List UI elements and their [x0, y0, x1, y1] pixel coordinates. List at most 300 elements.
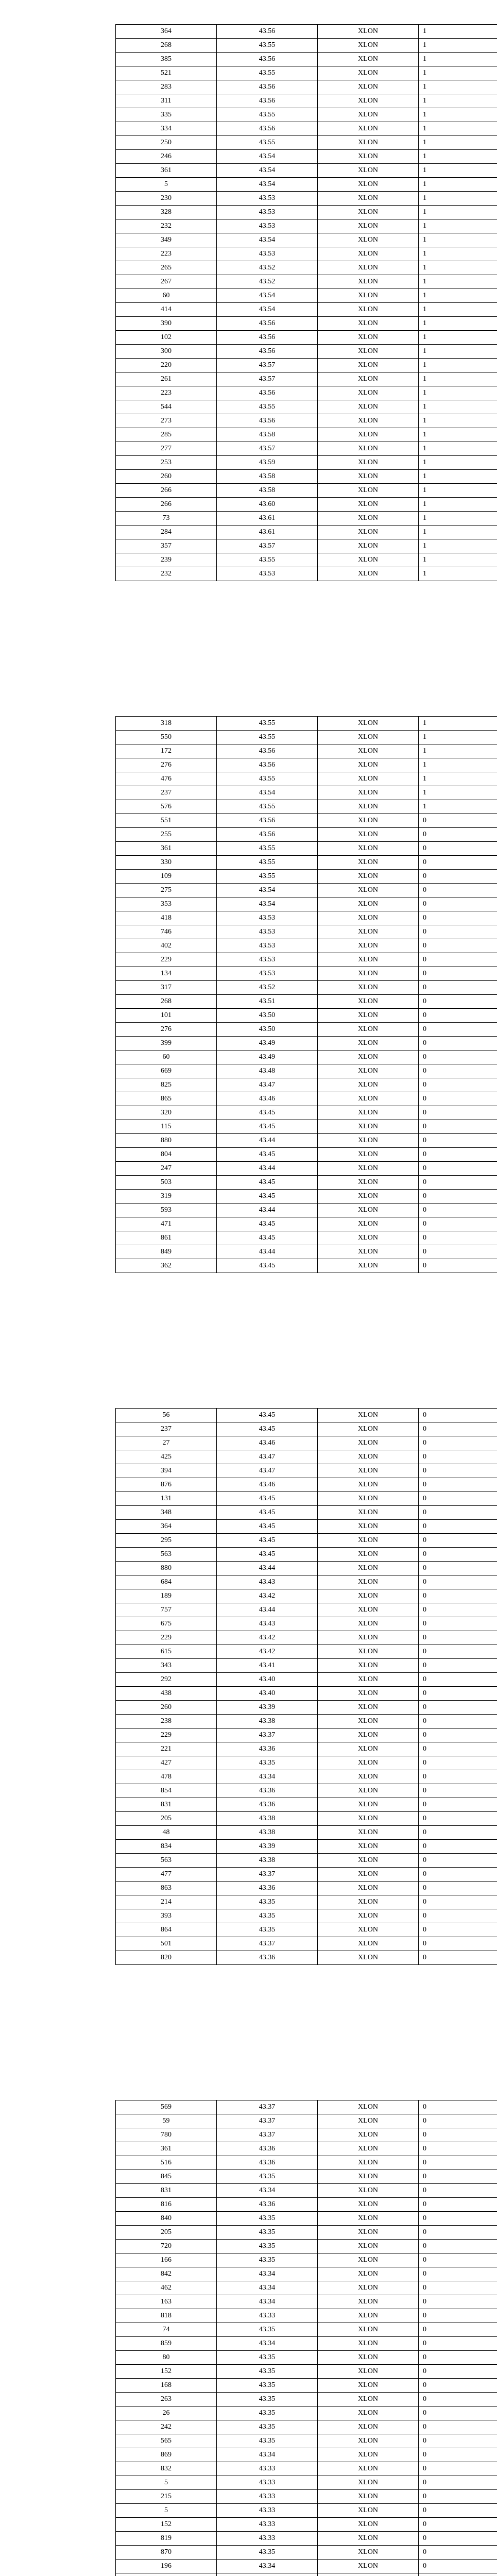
price-cell: 43.53	[217, 953, 318, 967]
table-row	[116, 567, 497, 581]
venue-cell: XLON	[318, 1687, 419, 1701]
partial-cell: 1	[419, 178, 497, 192]
price-cell: 43.36	[217, 2198, 318, 2212]
price-cell: 43.50	[217, 1023, 318, 1037]
price-cell: 43.46	[217, 1478, 318, 1492]
partial-cell: 0	[419, 1009, 497, 1023]
partial-cell: 0	[419, 1756, 497, 1770]
venue-cell: XLON	[318, 2114, 419, 2128]
partial-cell: 1	[419, 372, 497, 386]
venue-cell: XLON	[318, 1548, 419, 1562]
venue-cell: XLON	[318, 2295, 419, 2309]
quantity-cell: 501	[116, 1937, 217, 1951]
trade-table-3	[115, 1408, 497, 1965]
venue-cell: XLON	[318, 2379, 419, 2393]
price-cell: 43.58	[217, 428, 318, 442]
partial-cell: 0	[419, 2365, 497, 2379]
table-row	[116, 1909, 497, 1923]
price-cell: 43.34	[217, 1770, 318, 1784]
table-row	[116, 1603, 497, 1617]
table-row	[116, 1009, 497, 1023]
partial-cell: 1	[419, 164, 497, 178]
price-cell: 43.36	[217, 2156, 318, 2170]
partial-cell: 0	[419, 1245, 497, 1259]
table-row	[116, 1534, 497, 1548]
partial-cell: 0	[419, 1895, 497, 1909]
venue-cell: XLON	[318, 1204, 419, 1217]
price-cell: 43.45	[217, 1534, 318, 1548]
partial-cell: 1	[419, 567, 497, 581]
venue-cell: XLON	[318, 2504, 419, 2518]
partial-cell: 0	[419, 1492, 497, 1506]
venue-cell: XLON	[318, 939, 419, 953]
quantity-cell: 73	[116, 512, 217, 526]
table-row	[116, 981, 497, 995]
table-row	[116, 233, 497, 247]
table-row	[116, 2142, 497, 2156]
partial-cell: 0	[419, 2337, 497, 2351]
quantity-cell: 115	[116, 1120, 217, 1134]
quantity-cell: 675	[116, 1617, 217, 1631]
partial-cell: 1	[419, 456, 497, 470]
venue-cell: XLON	[318, 1575, 419, 1589]
venue-cell: XLON	[318, 1895, 419, 1909]
table-row	[116, 2337, 497, 2351]
quantity-cell: 861	[116, 1231, 217, 1245]
quantity-cell: 239	[116, 553, 217, 567]
partial-cell: 0	[419, 2560, 497, 2573]
venue-cell: XLON	[318, 995, 419, 1009]
quantity-cell: 237	[116, 1422, 217, 1436]
price-cell: 43.34	[217, 2267, 318, 2281]
table-row	[116, 995, 497, 1009]
venue-cell: XLON	[318, 539, 419, 553]
table-row	[116, 2406, 497, 2420]
table-row	[116, 261, 497, 275]
partial-cell: 0	[419, 1120, 497, 1134]
quantity-cell: 229	[116, 953, 217, 967]
partial-cell: 0	[419, 1190, 497, 1204]
price-cell: 43.34	[217, 2337, 318, 2351]
table-row	[116, 372, 497, 386]
venue-cell: XLON	[318, 1050, 419, 1064]
partial-cell: 1	[419, 386, 497, 400]
table-row	[116, 731, 497, 744]
quantity-cell: 275	[116, 884, 217, 897]
price-cell: 43.54	[217, 897, 318, 911]
trade-table	[115, 716, 497, 1273]
venue-cell: XLON	[318, 1217, 419, 1231]
table-row	[116, 800, 497, 814]
price-cell: 43.40	[217, 1673, 318, 1687]
venue-cell: XLON	[318, 828, 419, 842]
quantity-cell: 285	[116, 428, 217, 442]
quantity-cell: 471	[116, 1217, 217, 1231]
partial-cell: 0	[419, 911, 497, 925]
price-cell: 43.47	[217, 1464, 318, 1478]
table-row	[116, 94, 497, 108]
quantity-cell: 831	[116, 1798, 217, 1812]
price-cell: 43.35	[217, 2434, 318, 2448]
price-cell: 43.39	[217, 1840, 318, 1854]
table-row	[116, 1798, 497, 1812]
quantity-cell: 238	[116, 1715, 217, 1728]
quantity-cell: 261	[116, 372, 217, 386]
table-row	[116, 275, 497, 289]
price-cell: 43.56	[217, 814, 318, 828]
price-cell: 43.56	[217, 758, 318, 772]
venue-cell: XLON	[318, 2546, 419, 2560]
venue-cell: XLON	[318, 331, 419, 345]
price-cell: 43.37	[217, 2100, 318, 2114]
price-cell: 43.42	[217, 1645, 318, 1659]
price-cell: 43.56	[217, 317, 318, 331]
price-cell: 43.35	[217, 2351, 318, 2365]
partial-cell: 0	[419, 2462, 497, 2476]
quantity-cell: 746	[116, 925, 217, 939]
quantity-cell: 849	[116, 1245, 217, 1259]
price-cell	[217, 2573, 318, 2576]
price-cell: 43.56	[217, 345, 318, 359]
table-row	[116, 1687, 497, 1701]
partial-cell: 0	[419, 2420, 497, 2434]
quantity-cell: 319	[116, 1190, 217, 1204]
partial-cell: 1	[419, 512, 497, 526]
quantity-cell: 478	[116, 1770, 217, 1784]
price-cell: 43.55	[217, 717, 318, 731]
price-cell: 43.45	[217, 1506, 318, 1520]
venue-cell: XLON	[318, 219, 419, 233]
price-cell: 43.38	[217, 1854, 318, 1868]
table-row	[116, 744, 497, 758]
venue-cell: XLON	[318, 2420, 419, 2434]
quantity-cell: 166	[116, 2253, 217, 2267]
quantity-cell: 229	[116, 1728, 217, 1742]
quantity-cell: 318	[116, 717, 217, 731]
price-cell: 43.35	[217, 1909, 318, 1923]
quantity-cell: 330	[116, 856, 217, 870]
venue-cell: XLON	[318, 1245, 419, 1259]
venue-cell: XLON	[318, 2226, 419, 2240]
partial-cell: 0	[419, 1728, 497, 1742]
table-row	[116, 359, 497, 372]
table-row	[116, 925, 497, 939]
venue-cell: XLON	[318, 1701, 419, 1715]
partial-cell: 0	[419, 1687, 497, 1701]
venue-cell: XLON	[318, 1162, 419, 1176]
price-cell: 43.35	[217, 2226, 318, 2240]
table-row	[116, 386, 497, 400]
table-row	[116, 1204, 497, 1217]
table-row	[116, 2295, 497, 2309]
price-cell: 43.47	[217, 1450, 318, 1464]
venue-cell: XLON	[318, 39, 419, 53]
venue-cell: XLON	[318, 2142, 419, 2156]
venue-cell: XLON	[318, 911, 419, 925]
table-row	[116, 53, 497, 66]
price-cell: 43.42	[217, 1631, 318, 1645]
price-cell: 43.53	[217, 219, 318, 233]
price-cell: 43.55	[217, 108, 318, 122]
quantity-cell: 60	[116, 1050, 217, 1064]
partial-cell: 0	[419, 1134, 497, 1148]
price-cell: 43.57	[217, 372, 318, 386]
venue-cell: XLON	[318, 345, 419, 359]
price-cell: 43.51	[217, 995, 318, 1009]
venue-cell: XLON	[318, 192, 419, 206]
venue-cell: XLON	[318, 1770, 419, 1784]
quantity-cell: 869	[116, 2448, 217, 2462]
quantity-cell: 438	[116, 1687, 217, 1701]
quantity-cell: 205	[116, 2226, 217, 2240]
table-row	[116, 856, 497, 870]
quantity-cell: 842	[116, 2267, 217, 2281]
quantity-cell: 816	[116, 2198, 217, 2212]
quantity-cell: 834	[116, 1840, 217, 1854]
table-row	[116, 1409, 497, 1422]
price-cell: 43.35	[217, 1756, 318, 1770]
price-cell: 43.35	[217, 2379, 318, 2393]
partial-cell: 1	[419, 331, 497, 345]
price-cell: 43.56	[217, 94, 318, 108]
quantity-cell: 320	[116, 1106, 217, 1120]
quantity-cell: 343	[116, 1659, 217, 1673]
quantity-cell: 131	[116, 1492, 217, 1506]
table-row	[116, 303, 497, 317]
price-cell: 43.45	[217, 1520, 318, 1534]
partial-cell: 0	[419, 2198, 497, 2212]
table-row	[116, 136, 497, 150]
table-row	[116, 1951, 497, 1965]
price-cell: 43.58	[217, 470, 318, 484]
table-row	[116, 289, 497, 303]
price-cell: 43.36	[217, 1742, 318, 1756]
price-cell: 43.54	[217, 303, 318, 317]
quantity-cell: 818	[116, 2309, 217, 2323]
quantity-cell: 266	[116, 498, 217, 512]
quantity-cell: 418	[116, 911, 217, 925]
partial-cell: 0	[419, 1562, 497, 1575]
quantity-cell: 260	[116, 1701, 217, 1715]
price-cell: 43.54	[217, 884, 318, 897]
quantity-cell: 60	[116, 289, 217, 303]
price-cell: 43.55	[217, 842, 318, 856]
quantity-cell: 845	[116, 2170, 217, 2184]
partial-cell: 0	[419, 1826, 497, 1840]
table-row	[116, 1784, 497, 1798]
partial-cell: 0	[419, 870, 497, 884]
venue-cell: XLON	[318, 1464, 419, 1478]
partial-cell: 1	[419, 400, 497, 414]
venue-cell: XLON	[318, 856, 419, 870]
venue-cell: XLON	[318, 814, 419, 828]
table-row	[116, 1023, 497, 1037]
partial-cell: 1	[419, 359, 497, 372]
partial-cell: 0	[419, 2170, 497, 2184]
venue-cell: XLON	[318, 1784, 419, 1798]
quantity-cell: 854	[116, 1784, 217, 1798]
quantity-cell: 462	[116, 2281, 217, 2295]
venue-cell: XLON	[318, 1023, 419, 1037]
partial-cell: 0	[419, 2212, 497, 2226]
quantity-cell: 565	[116, 2434, 217, 2448]
price-cell: 43.55	[217, 66, 318, 80]
table-row	[116, 164, 497, 178]
venue-cell: XLON	[318, 2490, 419, 2504]
price-cell: 43.56	[217, 25, 318, 39]
venue-cell: XLON	[318, 289, 419, 303]
price-cell: 43.60	[217, 498, 318, 512]
price-cell: 43.44	[217, 1134, 318, 1148]
quantity-cell: 720	[116, 2240, 217, 2253]
table-row	[116, 526, 497, 539]
venue-cell: XLON	[318, 925, 419, 939]
price-cell: 43.54	[217, 786, 318, 800]
partial-cell: 1	[419, 303, 497, 317]
quantity-cell: 168	[116, 2379, 217, 2393]
price-cell: 43.53	[217, 939, 318, 953]
quantity-cell: 864	[116, 1923, 217, 1937]
quantity-cell: 48	[116, 1826, 217, 1840]
quantity-cell: 56	[116, 1409, 217, 1422]
table-row	[116, 2379, 497, 2393]
price-cell: 43.34	[217, 2281, 318, 2295]
trade-table-4	[115, 2100, 497, 2576]
partial-cell: 1	[419, 94, 497, 108]
table-row	[116, 2184, 497, 2198]
venue-cell: XLON	[318, 178, 419, 192]
table-row	[116, 1450, 497, 1464]
partial-cell: 0	[419, 1064, 497, 1078]
venue-cell: XLON	[318, 1812, 419, 1826]
price-cell: 43.33	[217, 2504, 318, 2518]
partial-cell: 0	[419, 2142, 497, 2156]
partial-cell: 1	[419, 717, 497, 731]
partial-cell: 0	[419, 1645, 497, 1659]
table-row	[116, 2490, 497, 2504]
partial-cell: 1	[419, 247, 497, 261]
partial-cell: 0	[419, 2267, 497, 2281]
venue-cell: XLON	[318, 247, 419, 261]
price-cell: 43.56	[217, 80, 318, 94]
venue-cell: XLON	[318, 1478, 419, 1492]
partial-cell: 0	[419, 2253, 497, 2267]
table-row	[116, 150, 497, 164]
price-cell: 43.35	[217, 2420, 318, 2434]
partial-cell: 0	[419, 1464, 497, 1478]
partial-cell: 1	[419, 470, 497, 484]
quantity-cell: 223	[116, 386, 217, 400]
venue-cell: XLON	[318, 2434, 419, 2448]
venue-cell: XLON	[318, 717, 419, 731]
price-cell: 43.55	[217, 870, 318, 884]
price-cell: 43.44	[217, 1562, 318, 1575]
price-cell: 43.33	[217, 2309, 318, 2323]
table-row	[116, 2281, 497, 2295]
price-cell: 43.53	[217, 967, 318, 981]
price-cell: 43.34	[217, 2560, 318, 2573]
partial-cell: 1	[419, 526, 497, 539]
venue-cell: XLON	[318, 1951, 419, 1965]
venue-cell: XLON	[318, 122, 419, 136]
venue-cell: XLON	[318, 498, 419, 512]
table-row	[116, 1895, 497, 1909]
partial-cell: 0	[419, 1023, 497, 1037]
table-row	[116, 1190, 497, 1204]
partial-cell: 1	[419, 136, 497, 150]
price-cell: 43.49	[217, 1037, 318, 1050]
venue-cell: XLON	[318, 2406, 419, 2420]
venue-cell: XLON	[318, 2337, 419, 2351]
partial-cell: 0	[419, 1617, 497, 1631]
price-cell: 43.55	[217, 856, 318, 870]
price-cell: 43.46	[217, 1092, 318, 1106]
price-cell: 43.44	[217, 1603, 318, 1617]
venue-cell: XLON	[318, 1617, 419, 1631]
venue-cell: XLON	[318, 1231, 419, 1245]
quantity-cell: 5	[116, 178, 217, 192]
partial-cell: 0	[419, 2546, 497, 2560]
quantity-cell: 260	[116, 470, 217, 484]
venue-cell: XLON	[318, 897, 419, 911]
quantity-cell: 477	[116, 1868, 217, 1882]
price-cell: 43.33	[217, 2490, 318, 2504]
partial-cell: 0	[419, 2156, 497, 2170]
price-cell: 43.54	[217, 150, 318, 164]
quantity-cell: 544	[116, 400, 217, 414]
venue-cell: XLON	[318, 2128, 419, 2142]
venue-cell: XLON	[318, 66, 419, 80]
venue-cell: XLON	[318, 1882, 419, 1895]
venue-cell: XLON	[318, 1106, 419, 1120]
partial-cell: 0	[419, 1812, 497, 1826]
table-row	[116, 1245, 497, 1259]
price-cell: 43.36	[217, 1951, 318, 1965]
quantity-cell: 237	[116, 786, 217, 800]
price-cell: 43.55	[217, 400, 318, 414]
partial-cell: 0	[419, 1409, 497, 1422]
partial-cell: 0	[419, 1422, 497, 1436]
table-row	[116, 1134, 497, 1148]
quantity-cell: 859	[116, 2337, 217, 2351]
quantity-cell: 402	[116, 939, 217, 953]
venue-cell: XLON	[318, 2240, 419, 2253]
partial-cell: 0	[419, 814, 497, 828]
table-row	[116, 2393, 497, 2406]
venue-cell: XLON	[318, 456, 419, 470]
quantity-cell: 229	[116, 1631, 217, 1645]
venue-cell: XLON	[318, 2198, 419, 2212]
price-cell: 43.45	[217, 1106, 318, 1120]
venue-cell: XLON	[318, 1798, 419, 1812]
price-cell: 43.53	[217, 567, 318, 581]
table-row	[116, 1756, 497, 1770]
quantity-cell: 189	[116, 1589, 217, 1603]
quantity-cell: 26	[116, 2406, 217, 2420]
price-cell: 43.36	[217, 1882, 318, 1895]
venue-cell: XLON	[318, 1562, 419, 1575]
price-cell: 43.56	[217, 414, 318, 428]
table-row	[116, 2198, 497, 2212]
price-cell: 43.49	[217, 1050, 318, 1064]
partial-cell: 1	[419, 539, 497, 553]
venue-cell: XLON	[318, 53, 419, 66]
quantity-cell: 246	[116, 150, 217, 164]
table-row	[116, 1868, 497, 1882]
partial-cell: 0	[419, 2406, 497, 2420]
price-cell: 43.56	[217, 744, 318, 758]
table-row	[116, 814, 497, 828]
